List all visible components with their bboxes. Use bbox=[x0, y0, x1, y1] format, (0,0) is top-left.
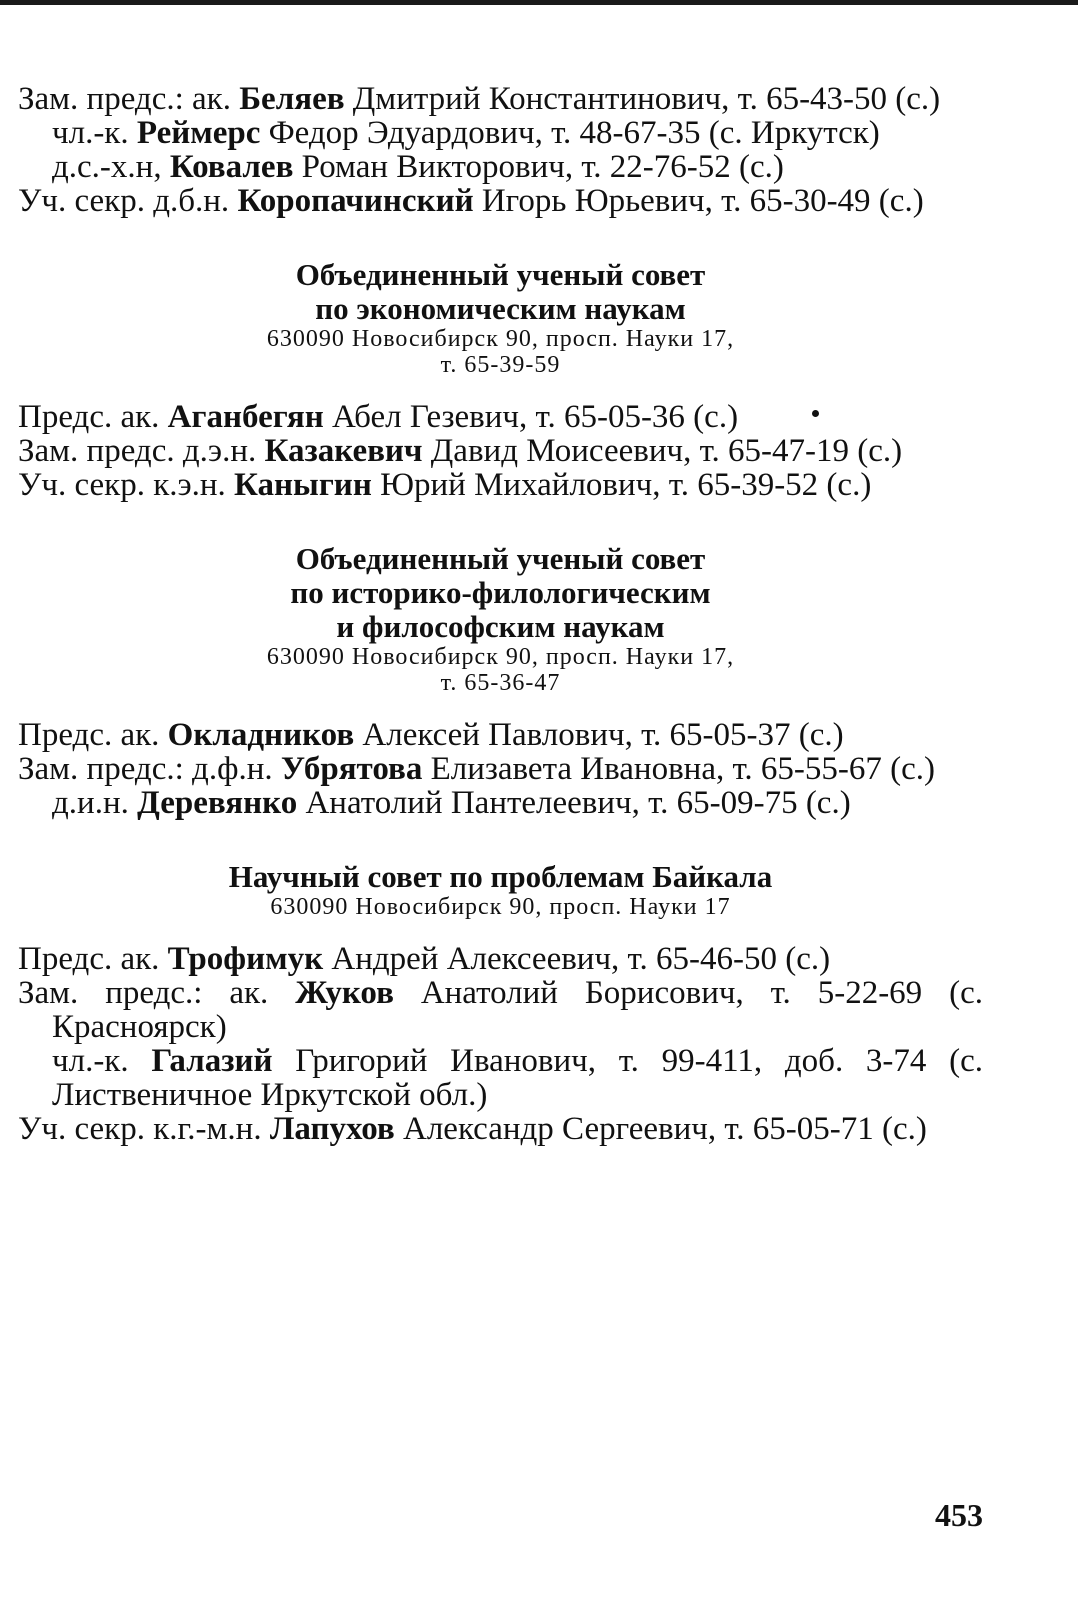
entry-details: Юрий Михайлович, т. 65-39-52 (с.) bbox=[371, 467, 872, 503]
entry-role: Зам. предс.: д.ф.н. bbox=[18, 751, 281, 787]
council-section bbox=[18, 542, 983, 820]
person-entry bbox=[18, 150, 983, 184]
council-section bbox=[18, 258, 983, 502]
page-number: 453 bbox=[935, 1497, 983, 1533]
entry-details: Роман Викторович, т. 22-76-52 (с.) bbox=[293, 149, 784, 185]
entry-details: Елизавета Ивановна, т. 65-55-67 (с.) bbox=[422, 751, 936, 787]
address-line: 630090 Новосибирск 90, просп. Науки 17, bbox=[266, 326, 735, 352]
address-line: т. 65-39-59 bbox=[440, 352, 561, 378]
entry-details: Игорь Юрьевич, т. 65-30-49 (с.) bbox=[473, 183, 924, 219]
address-line: 630090 Новосибирск 90, просп. Науки 17 bbox=[270, 894, 731, 920]
entry-surname: Трофимук bbox=[167, 941, 324, 977]
entry-details: Дмитрий Константинович, т. 65-43-50 (с.) bbox=[344, 81, 941, 117]
section-title-line: Научный совет по проблемам Байкала bbox=[228, 859, 773, 894]
entry-role: Уч. секр. к.г.-м.н. bbox=[18, 1111, 270, 1147]
entry-details: Александр Сергеевич, т. 65-05-71 (с.) bbox=[394, 1111, 927, 1147]
section-title bbox=[18, 542, 983, 644]
section-title bbox=[18, 860, 983, 894]
person-entry bbox=[18, 976, 983, 1044]
entry-role: Предс. ак. bbox=[18, 941, 168, 977]
entry-details: Анатолий Пантелеевич, т. 65-09-75 (с.) bbox=[297, 785, 851, 821]
person-entry bbox=[18, 1112, 983, 1146]
entry-surname: Реймерс bbox=[136, 115, 261, 151]
entry-role: Уч. секр. д.б.н. bbox=[18, 183, 238, 219]
entry-role: Зам. предс.: ак. bbox=[18, 975, 296, 1011]
entry-surname: Жуков bbox=[295, 975, 394, 1011]
entry-surname: Окладников bbox=[167, 717, 355, 753]
entry-role: Зам. предс. д.э.н. bbox=[18, 433, 265, 469]
entry-surname: Ковалев bbox=[169, 149, 294, 185]
entry-surname: Галазий bbox=[151, 1043, 273, 1079]
entry-surname: Беляев bbox=[239, 81, 345, 117]
sections-container bbox=[18, 258, 983, 1146]
person-entry bbox=[18, 82, 983, 116]
person-entry bbox=[18, 468, 983, 502]
entry-surname: Аганбегян bbox=[167, 399, 324, 435]
section-address bbox=[18, 894, 983, 920]
section-title-line: по экономическим наукам bbox=[315, 291, 686, 326]
entry-role: чл.-к. bbox=[52, 115, 137, 151]
entry-details: Алексей Павлович, т. 65-05-37 (с.) bbox=[354, 717, 844, 753]
section-title-line: Объединенный ученый совет bbox=[295, 541, 706, 576]
entry-surname: Коропачинский bbox=[237, 183, 474, 219]
entry-role: Предс. ак. bbox=[18, 717, 168, 753]
entry-details: Григорий Иванович, т. 99-411, доб. 3-74 (с. Лиственичное Иркутской обл.) bbox=[52, 1043, 983, 1113]
entry-surname: Деревянко bbox=[137, 785, 298, 821]
section-title-line: Объединенный ученый совет bbox=[295, 257, 706, 292]
entry-surname: Убрятова bbox=[280, 751, 423, 787]
person-entry bbox=[18, 400, 983, 434]
section-title bbox=[18, 258, 983, 326]
entry-role: Предс. ак. bbox=[18, 399, 168, 435]
intro-block bbox=[18, 82, 983, 218]
entry-surname: Лапухов bbox=[269, 1111, 395, 1147]
person-entry bbox=[18, 718, 983, 752]
person-entry bbox=[18, 434, 983, 468]
entry-details: Федор Эдуардович, т. 48-67-35 (с. Иркутск) bbox=[260, 115, 880, 151]
person-entry bbox=[18, 184, 983, 218]
address-line: 630090 Новосибирск 90, просп. Науки 17, bbox=[266, 644, 735, 670]
entry-role: д.с.-х.н, bbox=[52, 149, 170, 185]
section-address bbox=[18, 326, 983, 378]
page-body bbox=[18, 82, 983, 1146]
section-title-line: и философским наукам bbox=[336, 609, 665, 644]
top-rule bbox=[0, 0, 1078, 5]
address-line: т. 65-36-47 bbox=[440, 670, 561, 696]
person-entry bbox=[18, 786, 983, 820]
council-section bbox=[18, 860, 983, 1146]
person-entry bbox=[18, 1044, 983, 1112]
entry-details: Абел Гезевич, т. 65-05-36 (с.) bbox=[323, 399, 739, 435]
entry-role: Зам. предс.: ак. bbox=[18, 81, 240, 117]
person-entry bbox=[18, 752, 983, 786]
section-address bbox=[18, 644, 983, 696]
entry-role: д.и.н. bbox=[52, 785, 138, 821]
entry-details: Андрей Алексеевич, т. 65-46-50 (с.) bbox=[323, 941, 831, 977]
entry-details: Давид Моисеевич, т. 65-47-19 (с.) bbox=[422, 433, 903, 469]
person-entry bbox=[18, 116, 983, 150]
entry-role: чл.-к. bbox=[52, 1043, 152, 1079]
entry-surname: Казакевич bbox=[264, 433, 423, 469]
entry-role: Уч. секр. к.э.н. bbox=[18, 467, 235, 503]
section-title-line: по историко-филологическим bbox=[290, 575, 711, 610]
person-entry bbox=[18, 942, 983, 976]
entry-surname: Каныгин bbox=[234, 467, 372, 503]
entry-details: Анатолий Борисович, т. 5-22-69 (с. Красноярск) bbox=[52, 975, 983, 1045]
